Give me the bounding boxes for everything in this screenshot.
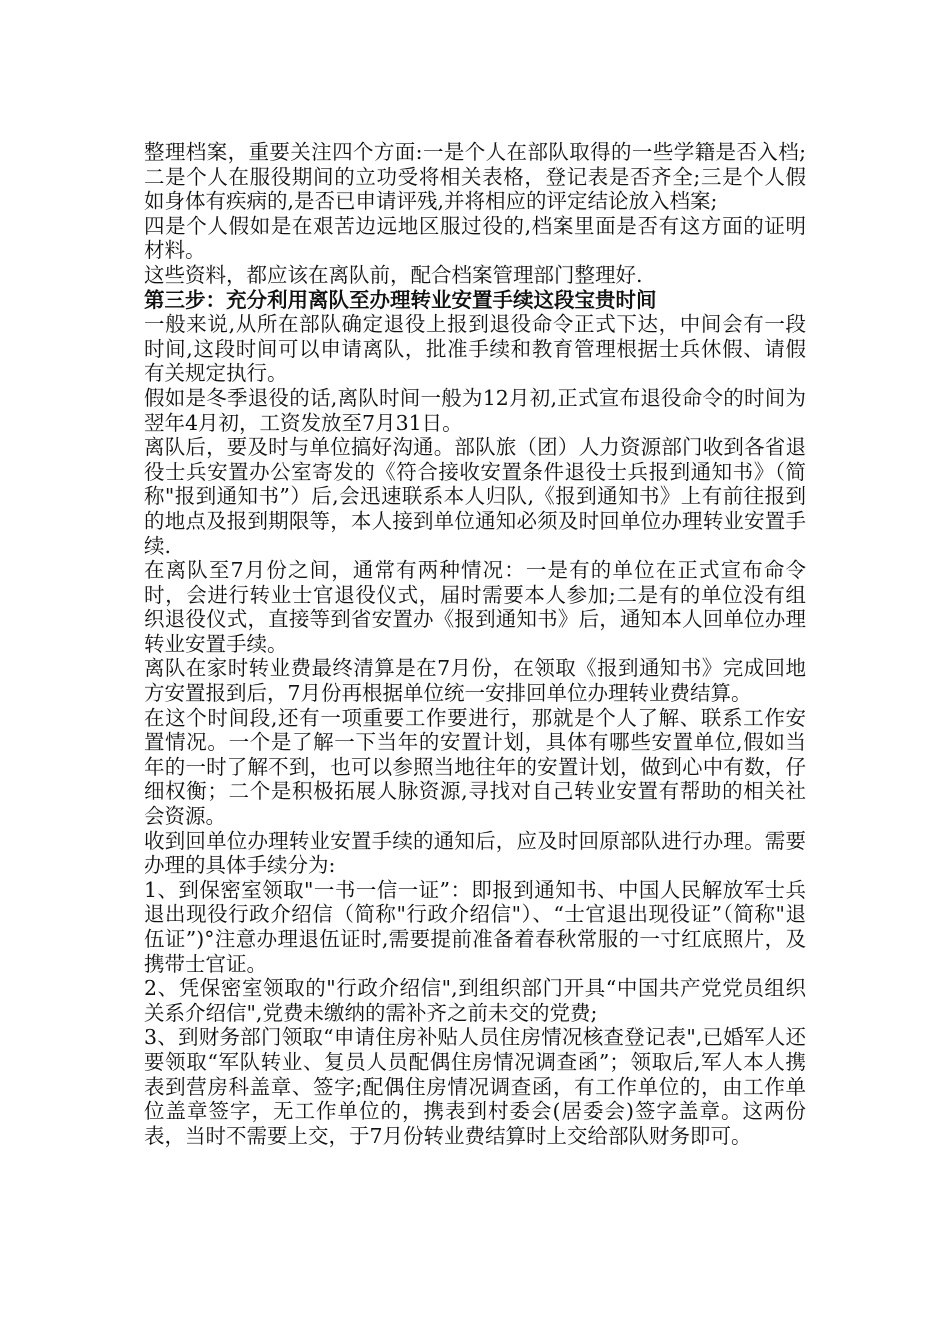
paragraph-winter-retirement: 假如是冬季退役的话,离队时间一般为12月初,正式宣布退役命令的时间为翌年4月初，工资发放至7月31日。	[144, 385, 806, 435]
paragraph-leave-period: 一般来说,从所在部队确定退役上报到退役命令正式下达，中间会有一段时间,这段时间可以申请离队，批准手续和教育管理根据士兵休假、请假有关规定执行。	[144, 312, 806, 386]
document-body	[144, 140, 806, 1148]
paragraph-materials-before-leaving: 这些资料，都应该在离队前，配合档案管理部门整理好.	[144, 262, 643, 287]
paragraph-procedures-intro: 收到回单位办理转业安置手续的通知后，应及时回原部队进行办理。需要办理的具体手续分为:	[144, 828, 806, 878]
paragraph-remote-service-proof: 四是个人假如是在艰苦边远地区服过役的,档案里面是否有这方面的证明材料。	[144, 213, 806, 263]
paragraph-settlement-fee: 离队在家时转业费最终清算是在7月份，在领取《报到通知书》完成回地方安置报到后，7月份再根据单位统一安排回单位办理转业费结算。	[144, 656, 806, 706]
paragraph-step-2-party-letter: 2、凭保密室领取的"行政介绍信",到组织部门开具“中国共产党党员组织关系介绍信",党费未缴纳的需补齐之前未交的党费;	[144, 976, 806, 1025]
paragraph-job-placement: 在这个时间段,还有一项重要工作要进行，那就是个人了解、联系工作安置情况。一个是了解一下当年的安置计划，具体有哪些安置单位,假如当年的一时了解不到，也可以参照当地往年的安置计划，做到心中有数，仔细权衡；二个是积极拓展人脉资源,寻找对自己转业安置有帮助的相关社会资源。	[144, 705, 806, 829]
paragraph-archive-aspects: 整理档案，重要关注四个方面:一是个人在部队取得的一些学籍是否入档;二是个人在服役期间的立功受将相关表格，登记表是否齐全;三是个人假如身体有疾病的,是否已申请评残,并将相应的评定结论放入档案;	[144, 140, 806, 214]
paragraph-communication-after-leaving: 离队后，要及时与单位搞好沟通。部队旅（团）人力资源部门收到各省退役士兵安置办公室寄发的《符合接收安置条件退役士兵报到通知书》（简称"报到通知书”）后,会迅速联系本人归队,《报到通知书》上有前往报到的地点及报到期限等，本人接到单位通知必须及时回单位办理转业安置手续.	[144, 435, 806, 558]
paragraph-step-1-documents: 1、到保密室领取"一书一信一证”：即报到通知书、中国人民解放军士兵退出现役行政介绍信（简称"行政介绍信"）、“士官退出现役证”（简称"退伍证”)°注意办理退伍证时,需要提前准备着春秋常服的一寸红底照片，及携带士官证。	[144, 877, 806, 976]
paragraph-two-situations: 在离队至7月份之间，通常有两种情况：一是有的单位在正式宣布命令时，会进行转业士官退役仪式，届时需要本人参加;二是有的单位没有组织退役仪式，直接等到省安置办《报到通知书》后，通知本人回单位办理转业安置手续。	[144, 558, 806, 656]
paragraph-step-3-housing-forms: 3、到财务部门领取“申请住房补贴人员住房情况核查登记表",已婚军人还要领取“军队转业、复员人员配偶住房情况调查函”；领取后,军人本人携表到营房科盖章、签字;配偶住房情况调查函，有工作单位的，由工作单位盖章签字，无工作单位的，携表到村委会(居委会)签字盖章。这两份表，当时不需要上交，于7月份转业费结算时上交给部队财务即可。	[144, 1025, 806, 1148]
section-heading-step-three: 第三步：充分利用离队至办理转业安置手续这段宝贵时间	[144, 287, 657, 312]
